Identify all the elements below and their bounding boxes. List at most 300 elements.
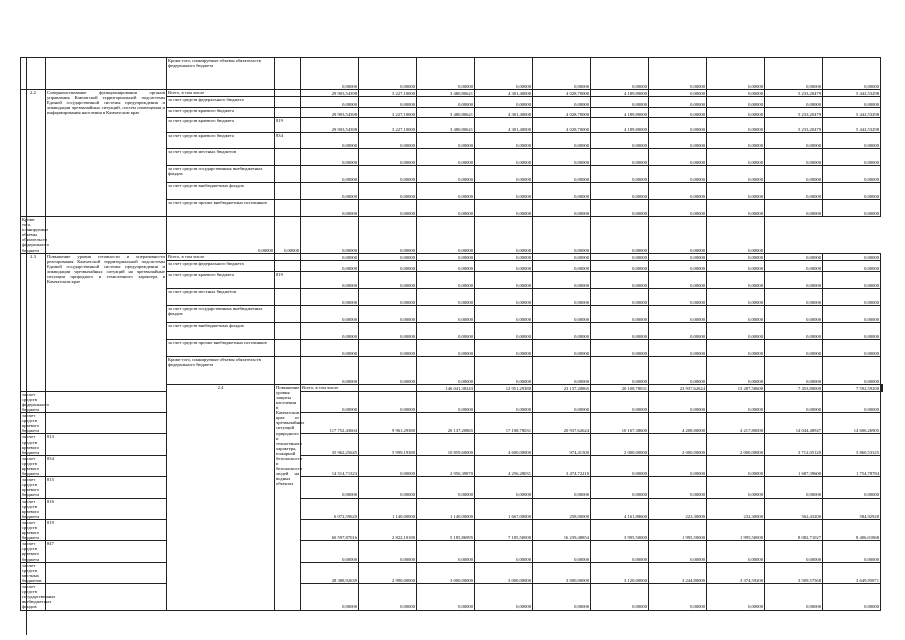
amount-cell: 0,00000	[475, 149, 533, 166]
amount-cell: 0,00000	[475, 339, 533, 356]
amount-cell: 0,00000	[765, 149, 823, 166]
funding-source-cell: за счет средств прочих внебюджетных источников	[167, 339, 275, 356]
amount-cell: 7 592,59200	[823, 384, 881, 391]
amount-cell: 0,00000	[707, 541, 765, 562]
amount-cell: 0,00000	[823, 183, 881, 200]
amount-cell	[882, 384, 883, 391]
amount-cell: 4 189,80000	[591, 118, 649, 133]
amount-cell: 0,00000	[475, 253, 533, 260]
amount-cell: 0,00000	[823, 97, 881, 108]
amount-cell: 3 374,59200	[707, 562, 765, 583]
amount-cell: 12 951,29380	[475, 384, 533, 391]
amount-cell: 0,00000	[417, 288, 475, 305]
amount-cell: 29 903,54398	[301, 108, 359, 118]
amount-cell: 4 600,00000	[475, 434, 533, 455]
amount-cell: 0,00000	[765, 288, 823, 305]
amount-cell: 0,00000	[591, 183, 649, 200]
amount-cell: 3 000,00000	[475, 562, 533, 583]
amount-cell: 0,00000	[533, 166, 591, 183]
funding-source-cell: за счет средств краевого бюджета	[21, 455, 46, 476]
amount-cell: 0,00000	[649, 477, 707, 498]
amount-cell: 0,00000	[417, 58, 475, 90]
amount-cell: 0,00000	[167, 217, 275, 254]
amount-cell: 0,00000	[301, 166, 359, 183]
amount-cell: 0,00000	[765, 260, 823, 271]
amount-cell: 0,00000	[359, 391, 417, 412]
amount-cell: 6 072,59620	[301, 498, 359, 519]
amount-cell: 0,00000	[359, 477, 417, 498]
funding-source-cell: за счет средств краевого бюджета	[21, 498, 46, 519]
amount-cell: 0,00000	[359, 271, 417, 288]
amount-cell: 0,00000	[533, 356, 591, 384]
amount-cell: 0,00000	[649, 108, 707, 118]
amount-cell: 0,00000	[301, 133, 359, 149]
amount-cell: 0,00000	[359, 149, 417, 166]
amount-cell: 3 227,10000	[359, 90, 417, 97]
amount-cell: 0,00000	[301, 541, 359, 562]
amount-cell: 14 044,48947	[765, 413, 823, 434]
amount-cell: 0,00000	[359, 541, 417, 562]
amount-cell: 0,00000	[823, 391, 881, 412]
amount-cell: 0,00000	[417, 260, 475, 271]
amount-cell: 0,00000	[359, 339, 417, 356]
amount-cell: 7 185,50000	[475, 519, 533, 540]
amount-cell: 2 000,00000	[707, 434, 765, 455]
funding-source-cell: за счет средств внебюджетных фондов	[167, 322, 275, 339]
amount-cell: 4 028,70000	[533, 108, 591, 118]
row-index-cell: 2.2	[21, 90, 46, 217]
amount-cell: 5 442,53298	[823, 108, 881, 118]
amount-cell: 2 000,00000	[649, 434, 707, 455]
amount-cell: 0,00000	[533, 260, 591, 271]
budget-code-cell: 819	[275, 271, 301, 288]
amount-cell: 0,00000	[533, 217, 591, 254]
amount-cell: 0,00000	[591, 58, 649, 90]
amount-cell: 4 301,40000	[475, 90, 533, 97]
amount-cell: 0,00000	[649, 260, 707, 271]
funding-source-cell: Кроме того, планируемые объемы обязательств федерального бюджета	[22, 217, 49, 253]
amount-cell: 0,00000	[707, 455, 765, 476]
amount-cell: 20 137,20865	[417, 413, 475, 434]
amount-cell: 0,00000	[533, 133, 591, 149]
amount-cell: 1 140,00000	[417, 498, 475, 519]
amount-cell: 0,00000	[359, 322, 417, 339]
amount-cell: 0,00000	[707, 253, 765, 260]
amount-cell: 3 995,50000	[591, 519, 649, 540]
amount-cell: 0,00000	[765, 97, 823, 108]
budget-code-cell: 847	[46, 541, 167, 562]
budget-code-cell	[275, 90, 301, 97]
amount-cell: 4 161,88600	[591, 498, 649, 519]
amount-cell: 0,00000	[475, 391, 533, 412]
amount-cell: 3 000,00000	[417, 562, 475, 583]
budget-code-cell: 816	[46, 498, 167, 519]
amount-cell: 0,00000	[707, 58, 765, 90]
amount-cell: 0,00000	[649, 339, 707, 356]
amount-cell: 0,00000	[591, 200, 649, 217]
amount-cell: 0,00000	[533, 477, 591, 498]
amount-cell: 0,00000	[533, 200, 591, 217]
amount-cell: 0,00000	[707, 260, 765, 271]
amount-cell: 29 903,54398	[301, 118, 359, 133]
budget-code-cell: 834	[275, 133, 301, 149]
amount-cell: 0,00000	[417, 305, 475, 322]
amount-cell: 0,00000	[765, 541, 823, 562]
amount-cell: 0,00000	[417, 477, 475, 498]
amount-cell: 0,00000	[475, 183, 533, 200]
amount-cell: 3 000,00000	[533, 562, 591, 583]
amount-cell: 0,00000	[591, 391, 649, 412]
amount-cell: 4 028,70000	[533, 90, 591, 97]
amount-cell: 0,00000	[475, 217, 533, 254]
amount-cell: 17 108,78031	[475, 413, 533, 434]
amount-cell: 9 961,29380	[359, 413, 417, 434]
amount-cell: 0,00000	[649, 166, 707, 183]
measure-name-cell: Повышение уровня защиты населения в Камчатском крае от чрезвычайных ситуаций природного и техногенного характера, пожарной безопасности и безопасности людей на водных объектах	[275, 384, 301, 610]
amount-cell: 974,41500	[533, 434, 591, 455]
funding-source-cell: за счет средств краевого бюджета	[167, 118, 275, 133]
amount-cell: 0,00000	[591, 166, 649, 183]
amount-cell: 0,00000	[649, 305, 707, 322]
amount-cell: 0,00000	[533, 253, 591, 260]
amount-cell: 14 606,26905	[823, 413, 881, 434]
amount-cell: 0,00000	[417, 356, 475, 384]
table-row	[21, 253, 883, 260]
amount-cell: 0,00000	[649, 356, 707, 384]
amount-cell: 0,00000	[591, 541, 649, 562]
amount-cell: 10 167,38600	[591, 413, 649, 434]
amount-cell: 0,00000	[765, 305, 823, 322]
amount-cell: 3 860,53325	[823, 434, 881, 455]
amount-cell: 4 028,70000	[533, 118, 591, 133]
table-row	[21, 498, 883, 519]
budget-code-cell	[46, 584, 167, 610]
amount-cell: 0,00000	[707, 133, 765, 149]
amount-cell: 562,43200	[765, 498, 823, 519]
amount-cell: 0,00000	[301, 584, 359, 610]
amount-cell: 0,00000	[823, 260, 881, 271]
amount-cell: 258,00000	[533, 498, 591, 519]
measure-name-cell: Повышение уровня готовности и оперативности реагирования Камчатской территориальной подсистемы Единой государственной системы предупреждения и ликвидации чрезвычайных ситуаций на чрезвычайные ситуации природного и техногенного характера в Камчатском крае	[46, 253, 167, 391]
amount-cell: 3 480,80621	[417, 118, 475, 133]
funding-source-cell: за счет средств федерального бюджета	[22, 391, 49, 412]
table-row	[21, 584, 883, 610]
amount-cell: 0,00000	[591, 305, 649, 322]
amount-cell: 0,00000	[301, 260, 359, 271]
amount-cell: 0,00000	[707, 200, 765, 217]
amount-cell: 29 903,54398	[301, 90, 359, 97]
amount-cell: 8 082,71027	[765, 519, 823, 540]
amount-cell: 0,00000	[649, 97, 707, 108]
funding-source-cell: за счет средств краевого бюджета	[21, 519, 46, 540]
amount-cell: 0,00000	[301, 305, 359, 322]
amount-cell: 7 453,80000	[765, 384, 823, 391]
amount-cell: 0,00000	[765, 356, 823, 384]
amount-cell: 0,00000	[649, 541, 707, 562]
amount-cell: 0,00000	[707, 477, 765, 498]
amount-cell: 0,00000	[475, 356, 533, 384]
amount-cell: 3 227,10000	[359, 108, 417, 118]
amount-cell: 0,00000	[649, 391, 707, 412]
amount-cell: 0,00000	[475, 166, 533, 183]
amount-cell: 0,00000	[765, 200, 823, 217]
funding-source-cell: за счет средств федерального бюджета	[167, 260, 275, 271]
amount-cell: 23 937,62624	[649, 384, 707, 391]
measure-name-cell: Совершенствование функционирования органов управления Камчатской территориальной подсистемы Единой государственной системы предупреждения и ликвидации чрезвычайных ситуаций, систем оповещения и информирования населения в Камчатском крае	[46, 90, 167, 217]
amount-cell: 0,00000	[649, 183, 707, 200]
funding-source-cell: за счет средств краевого бюджета	[167, 133, 275, 149]
funding-source-cell: за счет средств государственных внебюджетных фондов	[167, 166, 275, 183]
amount-cell: 0,00000	[359, 217, 417, 254]
amount-cell: 0,00000	[591, 217, 649, 254]
amount-cell: 0,00000	[417, 200, 475, 217]
budget-code-cell	[275, 260, 301, 271]
amount-cell: 0,00000	[649, 200, 707, 217]
budget-table	[20, 57, 883, 611]
amount-cell: 0,00000	[533, 584, 591, 610]
amount-cell: 0,00000	[823, 253, 881, 260]
amount-cell: 2 990,00000	[359, 562, 417, 583]
amount-cell: 0,00000	[823, 477, 881, 498]
amount-cell: 2 000,00000	[591, 434, 649, 455]
budget-code-cell: 834	[46, 455, 167, 476]
amount-cell: 0,00000	[765, 166, 823, 183]
amount-cell: 0,00000	[359, 260, 417, 271]
amount-cell: 3 480,80621	[417, 108, 475, 118]
amount-cell: 0,00000	[591, 339, 649, 356]
amount-cell: 0,00000	[823, 356, 881, 384]
amount-cell: 0,00000	[823, 288, 881, 305]
table-row	[21, 455, 883, 476]
amount-cell: 0,00000	[301, 356, 359, 384]
amount-cell: 584,92928	[823, 498, 881, 519]
amount-cell: 3 244,80000	[649, 562, 707, 583]
amount-cell: 0,00000	[649, 455, 707, 476]
amount-cell: 0,00000	[533, 339, 591, 356]
funding-source-cell: за счет средств государственных внебюджетных фондов	[22, 584, 56, 610]
amount-cell: 0,00000	[533, 305, 591, 322]
amount-cell: 0,00000	[301, 183, 359, 200]
amount-cell: 10 859,60000	[417, 434, 475, 455]
amount-cell: 3 480,80621	[417, 90, 475, 97]
amount-cell: 20 937,62624	[533, 413, 591, 434]
amount-cell: 0,00000	[823, 305, 881, 322]
amount-cell: 0,00000	[533, 97, 591, 108]
amount-cell: 0,00000	[707, 391, 765, 412]
amount-cell: 0,00000	[475, 97, 533, 108]
measure-name-cell	[46, 58, 167, 90]
budget-code-cell	[275, 253, 301, 260]
amount-cell: 0,00000	[475, 260, 533, 271]
amount-cell: 5 233,20479	[765, 108, 823, 118]
amount-cell: 0,00000	[707, 183, 765, 200]
amount-cell: 3 509,57568	[765, 562, 823, 583]
amount-cell: 3 649,95871	[823, 562, 881, 583]
funding-source-cell: Всего, в том числе	[301, 384, 359, 391]
budget-code-cell	[46, 391, 167, 412]
amount-cell: 3 227,10000	[359, 118, 417, 133]
amount-cell: 0,00000	[475, 477, 533, 498]
amount-cell: 0,00000	[301, 288, 359, 305]
amount-cell: 5 442,53298	[823, 118, 881, 133]
amount-cell: 0,00000	[591, 584, 649, 610]
amount-cell: 0,00000	[591, 455, 649, 476]
amount-cell: 1 995,50000	[707, 519, 765, 540]
amount-cell: 0,00000	[533, 322, 591, 339]
amount-cell: 0,00000	[301, 149, 359, 166]
amount-cell: 5 185,86995	[417, 519, 475, 540]
amount-cell: 0,00000	[707, 118, 765, 133]
amount-cell: 5 999,19380	[359, 434, 417, 455]
amount-cell: 0,00000	[301, 253, 359, 260]
amount-cell: 0,00000	[301, 391, 359, 412]
table-row	[21, 413, 883, 434]
amount-cell: 0,00000	[591, 260, 649, 271]
amount-cell: 0,00000	[475, 584, 533, 610]
amount-cell: 0,00000	[823, 322, 881, 339]
amount-cell: 0,00000	[649, 90, 707, 97]
budget-code-cell	[275, 339, 301, 356]
table-row	[21, 541, 883, 562]
amount-cell: 0,00000	[475, 322, 533, 339]
amount-cell: 5 233,20479	[765, 90, 823, 97]
amount-cell: 0,00000	[301, 271, 359, 288]
amount-cell: 3 474,72210	[533, 455, 591, 476]
table-body	[21, 58, 883, 611]
funding-source-cell: за счет средств краевого бюджета	[167, 108, 275, 118]
amount-cell: 0,00000	[765, 58, 823, 90]
amount-cell: 0,00000	[417, 133, 475, 149]
left-margin-line	[26, 57, 27, 635]
table-row	[21, 519, 883, 540]
amount-cell: 4 208,80000	[649, 413, 707, 434]
amount-cell: 0,00000	[765, 339, 823, 356]
amount-cell: 223,30000	[649, 498, 707, 519]
amount-cell: 0,00000	[417, 97, 475, 108]
amount-cell: 5 233,20479	[765, 118, 823, 133]
amount-cell: 4 301,40000	[475, 108, 533, 118]
amount-cell: 0,00000	[823, 149, 881, 166]
row-index-cell: 2.4	[167, 384, 275, 610]
amount-cell: 0,00000	[359, 305, 417, 322]
amount-cell: 23 137,20865	[533, 384, 591, 391]
amount-cell: 0,00000	[707, 97, 765, 108]
funding-source-cell: за счет средств местных бюджетов	[21, 562, 46, 583]
amount-cell: 1 687,39600	[765, 455, 823, 476]
amount-cell: 0,00000	[533, 183, 591, 200]
amount-cell: 0,00000	[301, 322, 359, 339]
amount-cell: 0,00000	[359, 288, 417, 305]
budget-code-cell	[359, 384, 417, 391]
amount-cell: 0,00000	[533, 149, 591, 166]
funding-source-cell: за счет средств внебюджетных фондов	[167, 183, 275, 200]
amount-cell: 3 120,00000	[591, 562, 649, 583]
funding-source-cell: за счет средств краевого бюджета	[167, 271, 275, 288]
amount-cell: 0,00000	[533, 58, 591, 90]
amount-cell: 0,00000	[707, 108, 765, 118]
amount-cell: 117 752,43604	[301, 413, 359, 434]
amount-cell: 146 041,38243	[417, 384, 475, 391]
amount-cell: 16 239,48854	[533, 519, 591, 540]
amount-cell: 0,00000	[765, 391, 823, 412]
funding-source-cell: за счет средств местных бюджетов	[167, 149, 275, 166]
amount-cell: 0,00000	[765, 253, 823, 260]
funding-source-cell: за счет средств краевого бюджета	[21, 413, 46, 434]
amount-cell: 232,30000	[707, 498, 765, 519]
amount-cell: 0,00000	[417, 391, 475, 412]
budget-code-cell	[275, 97, 301, 108]
amount-cell: 0,00000	[301, 217, 359, 254]
funding-source-cell: за счет средств государственных внебюджетных фондов	[167, 305, 275, 322]
funding-source-cell: за счет средств прочих внебюджетных источников	[167, 200, 275, 217]
budget-code-cell	[275, 183, 301, 200]
amount-cell: 0,00000	[301, 477, 359, 498]
amount-cell: 2 822,10180	[359, 519, 417, 540]
amount-cell: 0,00000	[417, 339, 475, 356]
amount-cell: 0,00000	[533, 391, 591, 412]
amount-cell: 1 754,78784	[823, 455, 881, 476]
amount-cell: 0,00000	[707, 288, 765, 305]
amount-cell: 0,00000	[765, 584, 823, 610]
budget-code-cell	[275, 200, 301, 217]
budget-code-cell	[275, 305, 301, 322]
amount-cell: 0,00000	[707, 166, 765, 183]
funding-source-cell: за счет средств федерального бюджета	[167, 97, 275, 108]
amount-cell: 0,00000	[359, 253, 417, 260]
amount-cell: 35 962,25645	[301, 434, 359, 455]
amount-cell: 1 995,50000	[649, 519, 707, 540]
amount-cell: 0,00000	[417, 149, 475, 166]
amount-cell: 0,00000	[533, 288, 591, 305]
amount-cell: 1 140,00000	[359, 498, 417, 519]
amount-cell: 0,00000	[591, 133, 649, 149]
amount-cell: 0,00000	[301, 200, 359, 217]
amount-cell: 0,00000	[417, 183, 475, 200]
table-row	[21, 562, 883, 583]
amount-cell: 0,00000	[707, 217, 765, 254]
amount-cell: 1 667,00000	[475, 498, 533, 519]
funding-source-cell: Кроме того, планируемые объемы обязательств федерального бюджета	[167, 356, 275, 384]
amount-cell: 0,00000	[707, 322, 765, 339]
amount-cell: 0,00000	[359, 97, 417, 108]
table-row	[21, 477, 883, 498]
amount-cell: 0,00000	[475, 305, 533, 322]
amount-cell: 5 442,53298	[823, 90, 881, 97]
amount-cell: 0,00000	[301, 97, 359, 108]
budget-code-cell: 819	[275, 118, 301, 133]
amount-cell: 0,00000	[417, 166, 475, 183]
amount-cell: 0,00000	[649, 271, 707, 288]
table-row	[21, 217, 883, 254]
amount-cell: 4 256,28031	[475, 455, 533, 476]
amount-cell: 0,00000	[649, 217, 707, 254]
funding-source-cell: Всего, в том числе	[167, 253, 275, 260]
budget-code-cell	[275, 322, 301, 339]
amount-cell: 0,00000	[765, 477, 823, 498]
budget-code-cell	[275, 166, 301, 183]
amount-cell: 0,00000	[359, 183, 417, 200]
table-row	[21, 58, 883, 90]
amount-cell: 0,00000	[591, 356, 649, 384]
amount-cell: 0,00000	[275, 217, 301, 254]
amount-cell: 0,00000	[823, 58, 881, 90]
amount-cell: 60 597,87016	[301, 519, 359, 540]
funding-source-cell: за счет средств местных бюджетов	[167, 288, 275, 305]
amount-cell: 0,00000	[707, 305, 765, 322]
amount-cell: 0,00000	[823, 271, 881, 288]
funding-source-cell: за счет средств краевого бюджета	[21, 477, 46, 498]
amount-cell: 0,00000	[301, 58, 359, 90]
